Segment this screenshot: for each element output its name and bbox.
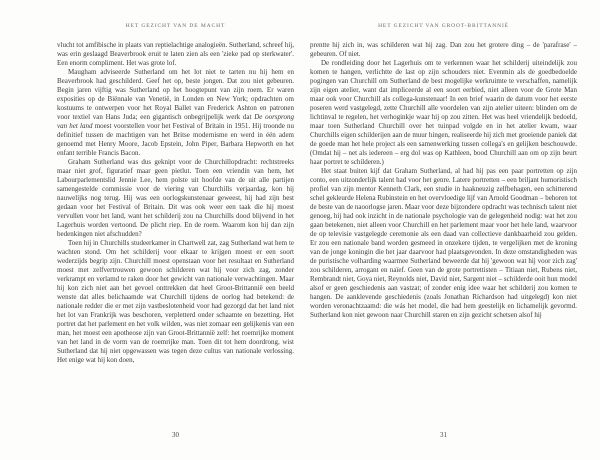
page-number-left: 30 [172,431,179,439]
body-text: Maugham adviseerde Sutherland om het lot niet te tarten nu hij hem en Beaverbrook had geschilderd. Geef het op, beste jongen. Dat zou niet gebeuren. Begin jaren vijftig was Sutherland op het hoogtepunt van zijn roem. Er waren exposities op de Biënnale van Venetië, in Londen en New York; opdrachten om kostuums te ontwerpen voor het Royal Ballet van Frederick Ashton en patronen voor textiel van Hans Juda; een gigantisch onbegrijpelijk werk dat [57,68,294,121]
paragraph [310,59,577,167]
page-number-right: 31 [440,431,447,439]
page-right [310,0,577,460]
paragraph [57,158,294,239]
body-text: Toen hij in Churchills studeerkamer in Chartwell zat, zag Sutherland wat hem te wachten stond. Om het schilderij voor elkaar te krijgen moest er een soort wederzijds begrip zijn. Churchill moest openstaan voor het resultaat en Sutherland moest met zelfvertrouwen gewoon schilderen wat hij voor zich zag, zonder verkrampt en verlamd te raken door het gewicht van nationale verwachtingen. Maar hij kon zich niet aan het gevoel onttrekken dat heel Groot-Brittannië een beeld wenste dat alles belichaamde wat Churchill tijdens de oorlog had betekend: de nationale redder die er met zijn vastbeslotenheid voor had gezorgd dat het land niet het lot van Frankrijk was beschoren, verpletterd onder schaamte en bezetting. Het portret dat het parlement en het volk wilden, was niet zomaar een gelijkenis van een man, het moest een apotheose zijn van Groot-Brittannië zelf: het roemrijke moment van het land in de vorm van de roemrijke man. Toen dit tot hem doordrong, wist Sutherland dat hij niet opgewassen was tegen deze cultus van nationale verlossing. Het enige wat hij kon doen, [57,239,294,364]
paragraph [57,239,294,365]
page-text-left [57,41,294,427]
body-text: Het staat buiten kijf dat Graham Sutherland, al had hij pas een paar portretten op zijn conto, een uitzonderlijk talent had voor het genre. Latere portretten – een briljant humoristisch profiel van zijn mentor Kenneth Clark, een studie in haakneuzig zelfbehagen, een schitterend schel gekleurde Helena Rubinstein en het overvloedige lijf van Arnold Goodman – behoren tot de beste van de naoorlogse jaren. Maar voor deze bijzondere opdracht was technisch talent niet genoeg, hij had ook inzicht in de nationale psychologie van de gelegenheid nodig: wat het zou gaan betekenen, niet alleen voor Churchill en het parlement maar voor het hele land, waarvoor de op televisie vastgelegde ceremonie als een daad van collectieve dankbaarheid zou gelden. Er zou een nationale band worden gesmeed in onzekere tijden, te vergelijken met de kroning van de jonge koningin die het jaar daarvoor had plaatsgevonden. In deze omstandigheden was de puristische volharding waarmee Sutherland beweerde dat hij 'gewoon wat hij voor zich zag' zou schilderen, arrogant en naïef. Geen van de grote portrettisten – Titiaan niet, Rubens niet, Rembrandt niet, Goya niet, Reynolds niet, David niet, Sargent niet – schilderde ooit hun model alsof er geen geschiedenis aan vastzat; of zonder enig idee waar het schilderij zou komen te hangen. De aanklevende geschiedenis (zoals Jonathan Richardson had uitgelegd) kon niet worden veronachtzaamd: die wás het model, die had hem geestelijk en lichamelijk gevormd. Sutherland kon niet gewoon naar Churchill staren en zijn gezicht schetsen alsof hij [310,167,577,319]
paragraph [57,41,294,68]
running-header-left: HET GEZICHT VAN DE MACHT [125,23,226,29]
running-header-right: HET GEZICHT VAN GROOT-BRITTANNIË [378,23,509,29]
paragraph [310,167,577,320]
body-text: prentte hij zich in, was schilderen wat hij zag. Dan zou het grotere ding – de 'parafrase' – gebeuren. Of niet. [310,41,577,58]
paragraph [57,68,294,158]
body-text: vlucht tot amfibische in plaats van reptielachtige analogieën. Sutherland, schreef hij, was erin geslaagd Beaverbrook eruit te laten zien als een 'zieke pad op sterkwater'. Een enorm compliment. Het was grote lof. [57,41,294,67]
page-text-right [310,41,577,427]
body-text: Graham Sutherland was dus geknipt voor de Churchillopdracht: rechtstreeks maar niet grof, figuratief maar geen pietlut. Toen een vriendin van hem, het Labourparlementslid Jennie Lee, hem polste uit hoofde van de uit alle partijen samengestelde commissie voor de viering van Churchills verjaardag, kon hij nauwelijks nog terug. Hij was een oorlogskunstenaar geweest, hij had zijn best gedaan voor het Festival of Britain. Dit was ook weer een taak die hij moest vervullen voor het land, want het schilderij zou na Churchills dood blijvend in het Lagerhuis worden vertoond. De plicht riep. En de roem. Waarom kon hij dan zijn bedenkingen niet afschudden? [57,158,294,238]
body-text: moest voorstellen voor het Festival of Britain in 1951. Hij troonde nu definitief tussen de machtigen van het Britse modernisme en werd in één adem genoemd met Henry Moore, Jacob Epstein, John Piper, Barbara Hepworth en het enfant terrible Francis Bacon. [57,122,294,157]
page-left [57,0,294,460]
paragraph [310,41,577,59]
work-title-text: De oorsprong van het land [57,113,294,130]
body-text: De rondleiding door het Lagerhuis om te verkennen waar het schilderij uiteindelijk zou komen te hangen, verlichtte de last op zijn schouders niet. Evenmin als de goedbedoelde pogingen van Churchill om Sutherland de best mogelijke werkruimte te verschaffen, namelijk zijn eigen atelier, want dat impliceerde al een soort eerbied, niet alleen voor de Grote Man maar ook voor Churchill als collega-kunstenaar! In een brief waarin de datum voor het eerste poseren werd vastgelegd, zette Churchill alle voordelen van zijn atelier uiteen: blinden om de lichtinval te regelen, het verhoginkje waar hij op zou zitten. Het was heel vriendelijk bedoeld, maar toen Sutherland Churchill over het tuinpad volgde en in het atelier kwam, waar Churchills eigen schilderijen aan de muur hingen, realiseerde hij zich met groeiende paniek dat de goede man het hele project als een samenwerking tussen collega's en gelijken beschouwde. (Omdat hij – net als iedereen – erg dol was op Kathleen, bood Churchill aan om op zijn beurt haar portret te schilderen.) [310,59,577,166]
